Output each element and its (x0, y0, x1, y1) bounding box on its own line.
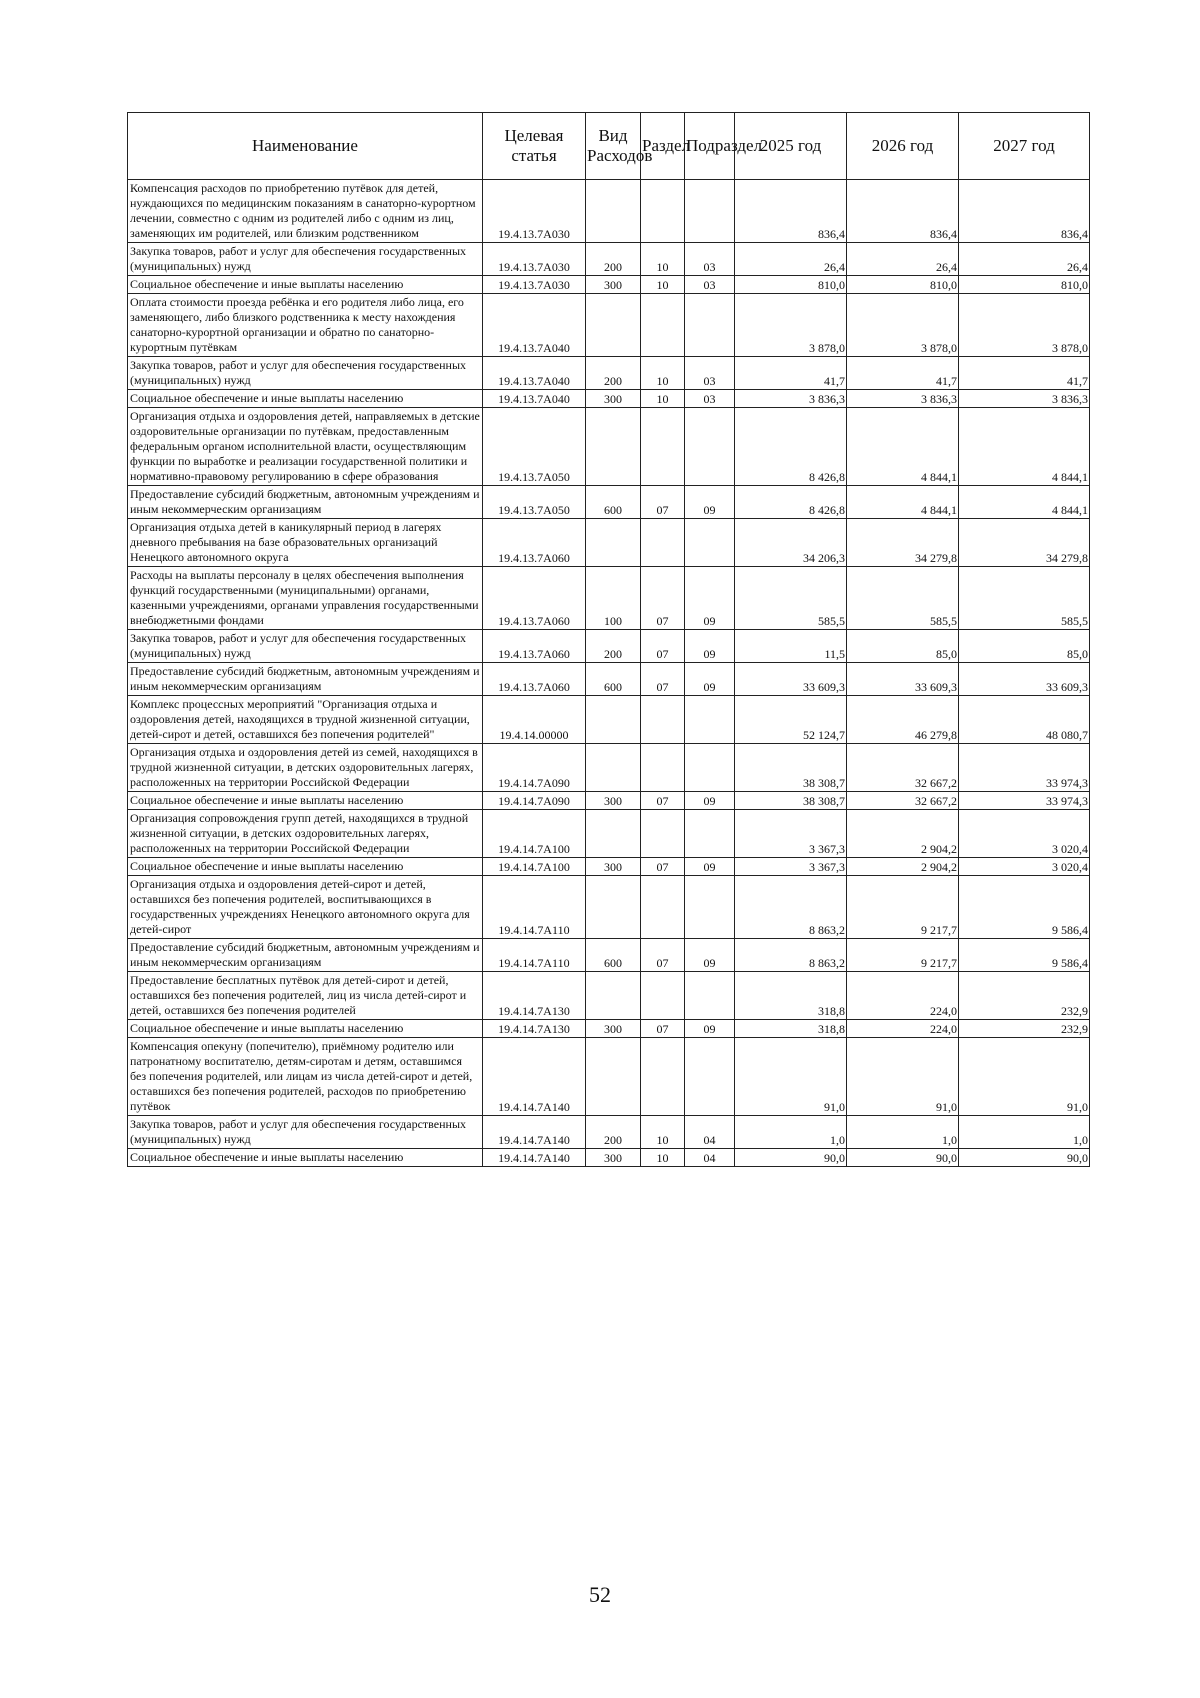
cell-name: Расходы на выплаты персоналу в целях обеспечения выполнения функций государственными (муниципальными) органами, казенными учреждениями, органами управления государственными внебюджетными фондами (128, 567, 483, 630)
cell-2026: 836,4 (847, 180, 959, 243)
cell-podrazdel (685, 1038, 735, 1116)
cell-code: 19.4.13.7А060 (483, 663, 586, 696)
cell-name: Оплата стоимости проезда ребёнка и его родителя либо лица, его заменяющего, либо близкого родственника к месту нахождения санаторно-курортной организации и обратно по санаторно-курортным путёвкам (128, 294, 483, 357)
cell-2025: 810,0 (735, 276, 847, 294)
table-row (128, 180, 1090, 243)
table-row (128, 567, 1090, 630)
cell-name: Закупка товаров, работ и услуг для обеспечения государственных (муниципальных) нужд (128, 357, 483, 390)
cell-code: 19.4.14.7А140 (483, 1149, 586, 1167)
cell-name: Организация отдыха и оздоровления детей из семей, находящихся в трудной жизненной ситуации, в детских оздоровительных лагерях, расположенных на территории Российской Федерации (128, 744, 483, 792)
cell-2025: 8 863,2 (735, 876, 847, 939)
cell-vid: 200 (586, 1116, 641, 1149)
cell-podrazdel: 03 (685, 276, 735, 294)
cell-vid (586, 294, 641, 357)
cell-razdel: 10 (641, 357, 685, 390)
cell-name: Компенсация опекуну (попечителю), приёмному родителю или патронатному воспитателю, детям-сиротам и детям, оставшимся без попечения родителей, или лицам из числа детей-сирот и детей, оставшихся без попечения родителей, расходов по приобретению путёвок (128, 1038, 483, 1116)
cell-razdel: 07 (641, 486, 685, 519)
cell-razdel (641, 876, 685, 939)
cell-2026: 585,5 (847, 567, 959, 630)
cell-2027: 4 844,1 (959, 408, 1090, 486)
cell-2025: 1,0 (735, 1116, 847, 1149)
cell-2027: 34 279,8 (959, 519, 1090, 567)
cell-razdel (641, 180, 685, 243)
cell-2025: 8 863,2 (735, 939, 847, 972)
cell-code: 19.4.13.7А050 (483, 486, 586, 519)
cell-name: Социальное обеспечение и иные выплаты населению (128, 1020, 483, 1038)
cell-vid: 200 (586, 630, 641, 663)
cell-razdel: 07 (641, 858, 685, 876)
cell-2027: 232,9 (959, 1020, 1090, 1038)
header-name: Наименование (128, 113, 483, 180)
cell-2026: 2 904,2 (847, 810, 959, 858)
cell-2025: 38 308,7 (735, 792, 847, 810)
table-body (128, 180, 1090, 1167)
cell-code: 19.4.13.7А030 (483, 180, 586, 243)
cell-2026: 224,0 (847, 972, 959, 1020)
cell-name: Предоставление субсидий бюджетным, автономным учреждениям и иным некоммерческим организациям (128, 663, 483, 696)
cell-podrazdel: 09 (685, 567, 735, 630)
cell-razdel (641, 744, 685, 792)
cell-name: Предоставление субсидий бюджетным, автономным учреждениям и иным некоммерческим организациям (128, 939, 483, 972)
cell-podrazdel (685, 294, 735, 357)
cell-vid: 200 (586, 357, 641, 390)
table-row (128, 519, 1090, 567)
cell-2026: 32 667,2 (847, 792, 959, 810)
cell-razdel (641, 294, 685, 357)
table-row (128, 486, 1090, 519)
table-row (128, 696, 1090, 744)
cell-vid (586, 408, 641, 486)
cell-2025: 3 878,0 (735, 294, 847, 357)
cell-razdel (641, 1038, 685, 1116)
cell-2025: 26,4 (735, 243, 847, 276)
cell-vid (586, 1038, 641, 1116)
cell-code: 19.4.14.7А090 (483, 792, 586, 810)
table-row (128, 744, 1090, 792)
cell-razdel (641, 810, 685, 858)
cell-razdel (641, 972, 685, 1020)
cell-name: Организация отдыха и оздоровления детей, направляемых в детские оздоровительные организации по путёвкам, предоставленным федеральным органом исполнительной власти, осуществляющим функции по выработке и реализации государственной политики и нормативно-правовому регулированию в сфере образования (128, 408, 483, 486)
cell-2027: 3 020,4 (959, 810, 1090, 858)
cell-razdel: 10 (641, 1149, 685, 1167)
cell-vid (586, 876, 641, 939)
table-row (128, 1020, 1090, 1038)
cell-podrazdel: 09 (685, 663, 735, 696)
cell-vid: 200 (586, 243, 641, 276)
cell-2027: 232,9 (959, 972, 1090, 1020)
cell-2027: 33 974,3 (959, 792, 1090, 810)
table-row (128, 939, 1090, 972)
cell-2025: 3 367,3 (735, 858, 847, 876)
cell-2027: 810,0 (959, 276, 1090, 294)
header-razdel: Раздел (641, 113, 685, 180)
cell-2025: 3 836,3 (735, 390, 847, 408)
cell-code: 19.4.14.7А130 (483, 972, 586, 1020)
cell-2027: 9 586,4 (959, 876, 1090, 939)
cell-2027: 33 609,3 (959, 663, 1090, 696)
table-row (128, 630, 1090, 663)
cell-2026: 3 878,0 (847, 294, 959, 357)
table-row (128, 1038, 1090, 1116)
cell-code: 19.4.14.7А140 (483, 1038, 586, 1116)
cell-2025: 8 426,8 (735, 486, 847, 519)
cell-podrazdel: 09 (685, 858, 735, 876)
cell-name: Организация отдыха и оздоровления детей-сирот и детей, оставшихся без попечения родителей, воспитывающихся в государственных учреждениях Ненецкого автономного округа для детей-сирот (128, 876, 483, 939)
table-row (128, 810, 1090, 858)
cell-name: Организация сопровождения групп детей, находящихся в трудной жизненной ситуации, в детских оздоровительных лагерях, расположенных на территории Российской Федерации (128, 810, 483, 858)
budget-table (127, 112, 1090, 1167)
cell-vid (586, 696, 641, 744)
header-2025: 2025 год (735, 113, 847, 180)
cell-code: 19.4.14.7А110 (483, 939, 586, 972)
cell-name: Социальное обеспечение и иные выплаты населению (128, 1149, 483, 1167)
cell-name: Социальное обеспечение и иные выплаты населению (128, 792, 483, 810)
cell-name: Закупка товаров, работ и услуг для обеспечения государственных (муниципальных) нужд (128, 243, 483, 276)
cell-razdel: 10 (641, 390, 685, 408)
cell-2027: 9 586,4 (959, 939, 1090, 972)
cell-vid (586, 744, 641, 792)
cell-podrazdel (685, 876, 735, 939)
cell-2027: 3 020,4 (959, 858, 1090, 876)
cell-2027: 836,4 (959, 180, 1090, 243)
cell-razdel: 10 (641, 1116, 685, 1149)
cell-2025: 3 367,3 (735, 810, 847, 858)
cell-vid (586, 972, 641, 1020)
cell-2027: 4 844,1 (959, 486, 1090, 519)
cell-code: 19.4.13.7А040 (483, 357, 586, 390)
cell-code: 19.4.14.7А100 (483, 810, 586, 858)
header-vid: Вид Расходов (586, 113, 641, 180)
page-number: 52 (589, 1582, 611, 1607)
cell-2026: 41,7 (847, 357, 959, 390)
cell-2026: 9 217,7 (847, 876, 959, 939)
cell-2025: 41,7 (735, 357, 847, 390)
cell-2026: 91,0 (847, 1038, 959, 1116)
cell-2027: 585,5 (959, 567, 1090, 630)
cell-podrazdel (685, 408, 735, 486)
cell-2025: 8 426,8 (735, 408, 847, 486)
cell-2026: 90,0 (847, 1149, 959, 1167)
cell-name: Социальное обеспечение и иные выплаты населению (128, 390, 483, 408)
cell-2027: 85,0 (959, 630, 1090, 663)
cell-podrazdel: 09 (685, 792, 735, 810)
cell-name: Предоставление бесплатных путёвок для детей-сирот и детей, оставшихся без попечения родителей, лиц из числа детей-сирот и детей, оставшихся без попечения родителей (128, 972, 483, 1020)
cell-name: Комплекс процессных мероприятий "Организация отдыха и оздоровления детей, находящихся в трудной жизненной ситуации, детей-сирот и детей, оставшихся без попечения родителей" (128, 696, 483, 744)
cell-podrazdel (685, 744, 735, 792)
cell-2026: 46 279,8 (847, 696, 959, 744)
table-row (128, 876, 1090, 939)
cell-name: Предоставление субсидий бюджетным, автономным учреждениям и иным некоммерческим организациям (128, 486, 483, 519)
cell-razdel: 07 (641, 939, 685, 972)
cell-2026: 33 609,3 (847, 663, 959, 696)
table-row (128, 972, 1090, 1020)
cell-2027: 48 080,7 (959, 696, 1090, 744)
cell-2026: 3 836,3 (847, 390, 959, 408)
cell-2026: 85,0 (847, 630, 959, 663)
cell-2025: 33 609,3 (735, 663, 847, 696)
table-row (128, 294, 1090, 357)
cell-razdel (641, 408, 685, 486)
cell-podrazdel: 09 (685, 486, 735, 519)
cell-code: 19.4.14.7А140 (483, 1116, 586, 1149)
cell-code: 19.4.14.7А130 (483, 1020, 586, 1038)
cell-code: 19.4.14.7А090 (483, 744, 586, 792)
cell-2026: 34 279,8 (847, 519, 959, 567)
cell-podrazdel: 09 (685, 1020, 735, 1038)
cell-podrazdel (685, 519, 735, 567)
cell-razdel: 07 (641, 792, 685, 810)
cell-code: 19.4.14.7А110 (483, 876, 586, 939)
cell-vid: 300 (586, 276, 641, 294)
cell-2026: 224,0 (847, 1020, 959, 1038)
cell-razdel: 07 (641, 630, 685, 663)
cell-podrazdel: 09 (685, 939, 735, 972)
cell-2025: 318,8 (735, 1020, 847, 1038)
cell-razdel (641, 696, 685, 744)
cell-2026: 26,4 (847, 243, 959, 276)
cell-code: 19.4.13.7А060 (483, 519, 586, 567)
cell-2027: 26,4 (959, 243, 1090, 276)
table-row (128, 357, 1090, 390)
cell-code: 19.4.13.7А040 (483, 390, 586, 408)
cell-vid: 600 (586, 939, 641, 972)
cell-podrazdel (685, 972, 735, 1020)
cell-2025: 90,0 (735, 1149, 847, 1167)
cell-code: 19.4.13.7А030 (483, 243, 586, 276)
cell-name: Закупка товаров, работ и услуг для обеспечения государственных (муниципальных) нужд (128, 1116, 483, 1149)
cell-podrazdel (685, 810, 735, 858)
cell-vid (586, 810, 641, 858)
table-row (128, 858, 1090, 876)
cell-vid: 300 (586, 792, 641, 810)
table-row (128, 1116, 1090, 1149)
cell-2026: 1,0 (847, 1116, 959, 1149)
cell-2025: 585,5 (735, 567, 847, 630)
header-podrazdel: Подраздел (685, 113, 735, 180)
cell-code: 19.4.13.7А060 (483, 630, 586, 663)
cell-name: Социальное обеспечение и иные выплаты населению (128, 276, 483, 294)
cell-2027: 41,7 (959, 357, 1090, 390)
cell-vid: 300 (586, 858, 641, 876)
cell-vid: 600 (586, 663, 641, 696)
table-row (128, 408, 1090, 486)
table-row (128, 276, 1090, 294)
cell-vid: 300 (586, 1020, 641, 1038)
cell-2025: 11,5 (735, 630, 847, 663)
cell-podrazdel: 04 (685, 1149, 735, 1167)
cell-2027: 3 878,0 (959, 294, 1090, 357)
cell-razdel: 07 (641, 567, 685, 630)
cell-2027: 1,0 (959, 1116, 1090, 1149)
cell-2027: 3 836,3 (959, 390, 1090, 408)
cell-razdel (641, 519, 685, 567)
cell-podrazdel (685, 696, 735, 744)
cell-2026: 2 904,2 (847, 858, 959, 876)
cell-vid: 300 (586, 390, 641, 408)
cell-vid (586, 180, 641, 243)
header-2027: 2027 год (959, 113, 1090, 180)
cell-2026: 9 217,7 (847, 939, 959, 972)
cell-name: Компенсация расходов по приобретению путёвок для детей, нуждающихся по медицинским показаниям в санаторно-курортном лечении, совместно с одним из родителей либо с одним из лиц, заменяющих им родителей, или близким родственником (128, 180, 483, 243)
cell-2027: 91,0 (959, 1038, 1090, 1116)
cell-name: Социальное обеспечение и иные выплаты населению (128, 858, 483, 876)
cell-name: Организация отдыха детей в каникулярный период в лагерях дневного пребывания на базе образовательных организаций Ненецкого автономного округа (128, 519, 483, 567)
cell-2026: 810,0 (847, 276, 959, 294)
table-row (128, 663, 1090, 696)
cell-code: 19.4.13.7А030 (483, 276, 586, 294)
cell-code: 19.4.13.7А060 (483, 567, 586, 630)
cell-podrazdel: 03 (685, 243, 735, 276)
cell-vid: 100 (586, 567, 641, 630)
cell-podrazdel (685, 180, 735, 243)
table-row (128, 390, 1090, 408)
table-row (128, 243, 1090, 276)
cell-2025: 91,0 (735, 1038, 847, 1116)
table-row (128, 1149, 1090, 1167)
cell-2025: 52 124,7 (735, 696, 847, 744)
cell-razdel: 07 (641, 663, 685, 696)
cell-2025: 836,4 (735, 180, 847, 243)
cell-code: 19.4.13.7А040 (483, 294, 586, 357)
cell-2027: 33 974,3 (959, 744, 1090, 792)
cell-2025: 318,8 (735, 972, 847, 1020)
cell-code: 19.4.14.00000 (483, 696, 586, 744)
cell-code: 19.4.13.7А050 (483, 408, 586, 486)
cell-podrazdel: 03 (685, 390, 735, 408)
cell-code: 19.4.14.7А100 (483, 858, 586, 876)
cell-vid: 300 (586, 1149, 641, 1167)
header-2026: 2026 год (847, 113, 959, 180)
cell-2026: 4 844,1 (847, 486, 959, 519)
cell-name: Закупка товаров, работ и услуг для обеспечения государственных (муниципальных) нужд (128, 630, 483, 663)
cell-vid (586, 519, 641, 567)
cell-vid: 600 (586, 486, 641, 519)
cell-2027: 90,0 (959, 1149, 1090, 1167)
cell-podrazdel: 04 (685, 1116, 735, 1149)
cell-2026: 32 667,2 (847, 744, 959, 792)
header-code: Целевая статья (483, 113, 586, 180)
cell-razdel: 07 (641, 1020, 685, 1038)
cell-razdel: 10 (641, 243, 685, 276)
cell-2025: 34 206,3 (735, 519, 847, 567)
cell-2026: 4 844,1 (847, 408, 959, 486)
table-header-row (128, 113, 1090, 180)
table-row (128, 792, 1090, 810)
cell-razdel: 10 (641, 276, 685, 294)
cell-podrazdel: 03 (685, 357, 735, 390)
cell-podrazdel: 09 (685, 630, 735, 663)
cell-2025: 38 308,7 (735, 744, 847, 792)
